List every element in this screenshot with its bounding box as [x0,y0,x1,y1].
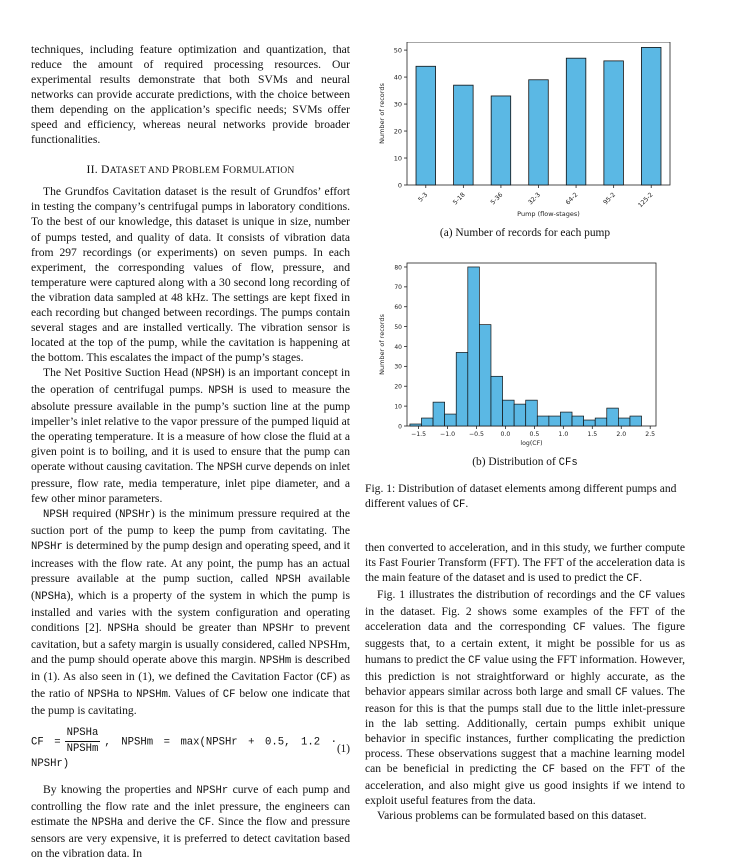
y-tick-label: 60 [394,304,402,312]
left-column [31,42,350,861]
histogram-bar [607,408,619,426]
histogram-bar [526,400,538,426]
y-tick-label: 80 [394,264,402,272]
histogram-bar [421,418,433,426]
section-heading: II. DATASET AND PROBLEM FORMULATION [86,162,295,177]
y-tick-label: 50 [393,46,402,55]
x-tick-label: 2.0 [616,431,627,439]
fft-paragraph: then converted to acceleration, and in this study, we further compute its Fast Fourier Transform (FFT). The FFT of the acceleration data is the main feature of the dataset and is used to predict the CF. [365,541,685,586]
figure-1a-caption: (a) Number of records for each pump [439,227,611,239]
bar [566,58,586,185]
figure-1-caption: Fig. 1: Distribution of dataset elements among different pumps and different values of CF. [365,482,677,512]
bar [491,96,511,185]
histogram-bar [456,352,468,426]
y-tick-label: 30 [393,100,402,109]
histogram-bar [445,414,457,426]
right-column [365,42,685,823]
y-tick-label: 20 [393,127,402,136]
histogram-bar [433,402,445,426]
histogram-bar [595,418,607,426]
y-tick-label: 70 [394,284,402,292]
y-tick-label: 50 [394,323,402,331]
x-tick-label: 5-3 [417,191,430,204]
histogram-bar [630,416,642,426]
bar [416,66,436,185]
histogram-bar [618,418,630,426]
x-tick-label: 32-3 [527,191,542,207]
histogram-bar [410,424,422,426]
histogram-bar [479,325,491,426]
histogram-bar [503,400,515,426]
bar [641,47,661,185]
x-tick-label: 0.0 [500,431,511,439]
y-tick-label: 20 [394,383,402,391]
y-tick-label: 0 [397,181,402,190]
x-tick-label: 1.0 [558,431,569,439]
problems-paragraph: Various problems can be formulated based on this dataset. [377,808,647,822]
histogram-bar [572,416,584,426]
figure-1b-caption: (b) Distribution of CFs [472,456,578,470]
histogram-bar [549,416,561,426]
x-tick-label: 0.5 [529,431,540,439]
x-tick-label: −1.5 [411,431,427,439]
y-tick-label: 30 [394,363,402,371]
x-tick-label: 1.5 [587,431,598,439]
y-tick-label: 40 [393,73,402,82]
bar [604,61,624,185]
x-tick-label: 5-36 [489,191,505,207]
x-tick-label: 2.5 [645,431,656,439]
y-tick-label: 10 [393,154,402,163]
knowing-paragraph: By knowing the properties and NPSHr curve of each pump and controlling the flow rate and the inlet pressure, the engineers can estimate the NPSHa and derive the CF. Since the flow and pressure sensors are very expensive, it is preferred to detect cavitation based on the vibration data. In [31,783,350,861]
equation-number: (1) [336,742,350,755]
x-tick-label: 125-2 [636,191,655,210]
dataset-paragraph: The Grundfos Cavitation dataset is the result of Grundfos’ effort in testing the company’s centrifugal pumps in laboratory conditions. To the best of our knowledge, this dataset is unique in size, number of pumps tested, and quality of data. It consists of vibration data from 297 recordings (or experiments) on seven pumps. In each experiment, the corresponding values of flow, pressure, and temperature were captured along with a 30 second long recording of the vibration data sampled at 48 kHz. The settings are kept fixed in each recording but changed between recordings. The pumps contain several stages and are installed vertically. The vibration sensor is located at the top of the pump, while the cavitation is happening at the bottom. This escalates the impact of the pump’s stages. [31,185,350,364]
y-tick-label: 10 [394,403,402,411]
histogram-cf-distribution [365,259,685,455]
bar-chart-records-per-pump [365,42,685,226]
histogram-bar [584,420,596,426]
intro-paragraph: techniques, including feature optimization and quantization, that reduce the amount of required processing resources. Our experimental results demonstrate that both SVMs and neural networks can provide accurate predictions, with the choice between them depending on the application’s specific needs; SVMs offer speed and efficiency, whereas neural networks provide broader functionalities. [31,43,350,147]
figure-1a [365,42,685,241]
equation-1: CF = $\frac{\text{NPSHa}}{\text{NPSHm}}$ , NPSHm = max(NPSHr + 0.5, 1.2 · NPSHr) (1) [31,726,350,771]
y-tick-label: 40 [394,343,402,351]
y-axis-label: Number of records [378,314,386,375]
x-tick-label: 5-18 [451,191,467,207]
histogram-bar [514,404,526,426]
x-tick-label: −1.0 [440,431,456,439]
x-tick-label: −0.5 [468,431,485,439]
x-tick-label: 64-2 [564,191,580,207]
bar [454,85,474,185]
x-axis-label: Pump (flow-stages) [517,210,580,218]
npsh-paragraph: The Net Positive Suction Head (NPSH) is an important concept in the operation of centrifugal pumps. NPSH is used to measure the absolute pressure available in the pump’s suction line at the pump impeller’s inlet relative to the vapor pressure of the pumped liquid at the operating temperature. It is a measure of how close the fluid at a given point is to boiling, and it is used to ensure that the pump can operate without causing cavitation. The NPSH curve depends on inlet pressure, flow rate, media temperature, inlet pipe diameter, and a few other minor parameters. [31,365,351,506]
figure-1b [365,259,685,471]
x-tick-label: 95-2 [602,191,618,207]
histogram-bar [537,416,549,426]
y-tick-label: 0 [398,423,402,431]
npshr-paragraph: NPSH required (NPSHr) is the minimum pressure required at the suction port of the pump to keep the pump from cavitating. The NPSHr is determined by the pump design and operating speed, and it increases with the flow rate. At any point, the pump has an actual pressure available at the pump suction, called NPSH available (NPSHa), which is a property of the system in which the pump is installed and varies with the system configuration and operating conditions [2]. NPSHa should be greater than NPSHr to prevent cavitation, but a safety margin is usually considered, called NPSHm, and the pump should operate above this margin. NPSHm is described in (1). As also seen in (1), we defined the Cavitation Factor (CF) as the ratio of NPSHa to NPSHm. Values of CF below one indicate that the pump is cavitating. [31,507,351,717]
bar [529,80,549,185]
x-axis-label: log(CF) [520,440,543,448]
fig1-discussion-paragraph: Fig. 1 illustrates the distribution of recordings and the CF values in the dataset. Fig. 2 shows some examples of the FFT of the acceleration data and the corresponding CF values. The figure suggests that, to a certain extent, it might be possible for us as humans to predict the CF value using the FFT information. However, this prediction is not straightforward or highly accurate, as the behavior appears similar across both large and small CF values. The reason for this is that the pumps stall due to the little inlet-pressure in the lab setting. Additionally, certain pumps exhibit unique behavior in specific instances, further complicating the prediction process. These observations suggest that a machine learning model can be beneficial in predicting the CF based on the FFT of the acceleration, and also might give us good insights if we intend to exploit useful features from the data. [365,588,686,807]
histogram-bar [560,412,572,426]
histogram-bar [468,267,480,426]
histogram-bar [491,376,503,426]
y-axis-label: Number of records [378,83,386,144]
